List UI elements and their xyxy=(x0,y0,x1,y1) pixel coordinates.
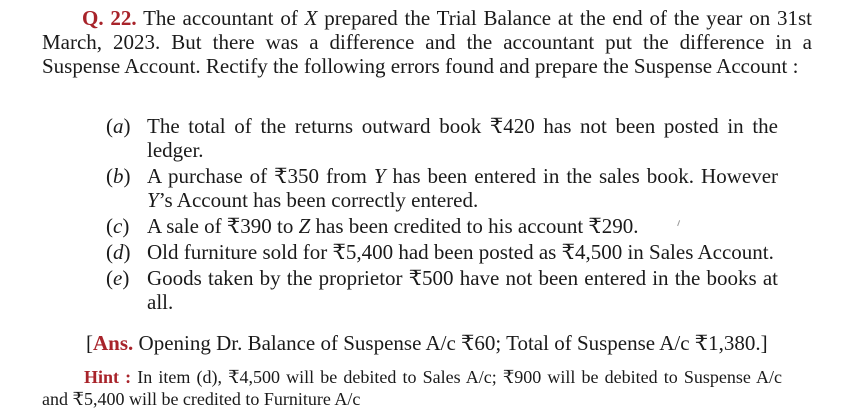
list-item-d xyxy=(106,240,778,264)
answer-open-bracket: [ xyxy=(86,331,93,355)
answer-line xyxy=(86,331,786,355)
item-label-d: (d) xyxy=(106,240,131,264)
question-text-start: The accountant of xyxy=(143,6,298,30)
variable-y-2: Y xyxy=(147,188,159,212)
error-list xyxy=(106,114,778,316)
variable-x: X xyxy=(304,6,318,30)
list-item-a xyxy=(106,114,778,162)
item-label-c: (c) xyxy=(106,214,130,238)
question-text-rest: prepared the Trial Balance at the end of the year on 31st March, 2023. But there was a difference and the accountant put the difference in a Suspense Account. Rectify the following errors found and prepare the Suspense Account : xyxy=(42,6,813,78)
answer-label: Ans. xyxy=(93,331,134,355)
list-item-b xyxy=(106,164,778,212)
item-text-b: A purchase of ₹350 from Y has been entered in the sales book. However Y’s Account has been correctly entered. xyxy=(147,164,779,212)
item-label-a: (a) xyxy=(106,114,131,138)
item-text-c: A sale of ₹390 to Z has been credited to his account ₹290. xyxy=(147,214,639,238)
item-text-a: The total of the returns outward book ₹420 has not been posted in the ledger. xyxy=(147,114,778,162)
hint-paragraph xyxy=(42,366,782,410)
list-item-e xyxy=(106,266,778,314)
question-number: Q. 22. xyxy=(82,6,137,30)
variable-z: Z xyxy=(298,214,311,238)
variable-y: Y xyxy=(373,164,386,188)
question-paragraph xyxy=(42,6,812,78)
item-text-e: Goods taken by the proprietor ₹500 have not been entered in the books at all. xyxy=(147,266,778,314)
answer-text: Opening Dr. Balance of Suspense A/c ₹60; Total of Suspense A/c ₹1,380.] xyxy=(138,331,768,355)
hint-label: Hint : xyxy=(84,367,132,387)
hint-text: In item (d), ₹4,500 will be debited to Sales A/c; ₹900 will be debited to Suspense A/c and ₹5,400 will be credited to Furniture A/c xyxy=(42,367,782,409)
item-label-b: (b) xyxy=(106,164,131,188)
item-text-d: Old furniture sold for ₹5,400 had been posted as ₹4,500 in Sales Account. xyxy=(147,240,774,264)
item-label-e: (e) xyxy=(106,266,130,290)
